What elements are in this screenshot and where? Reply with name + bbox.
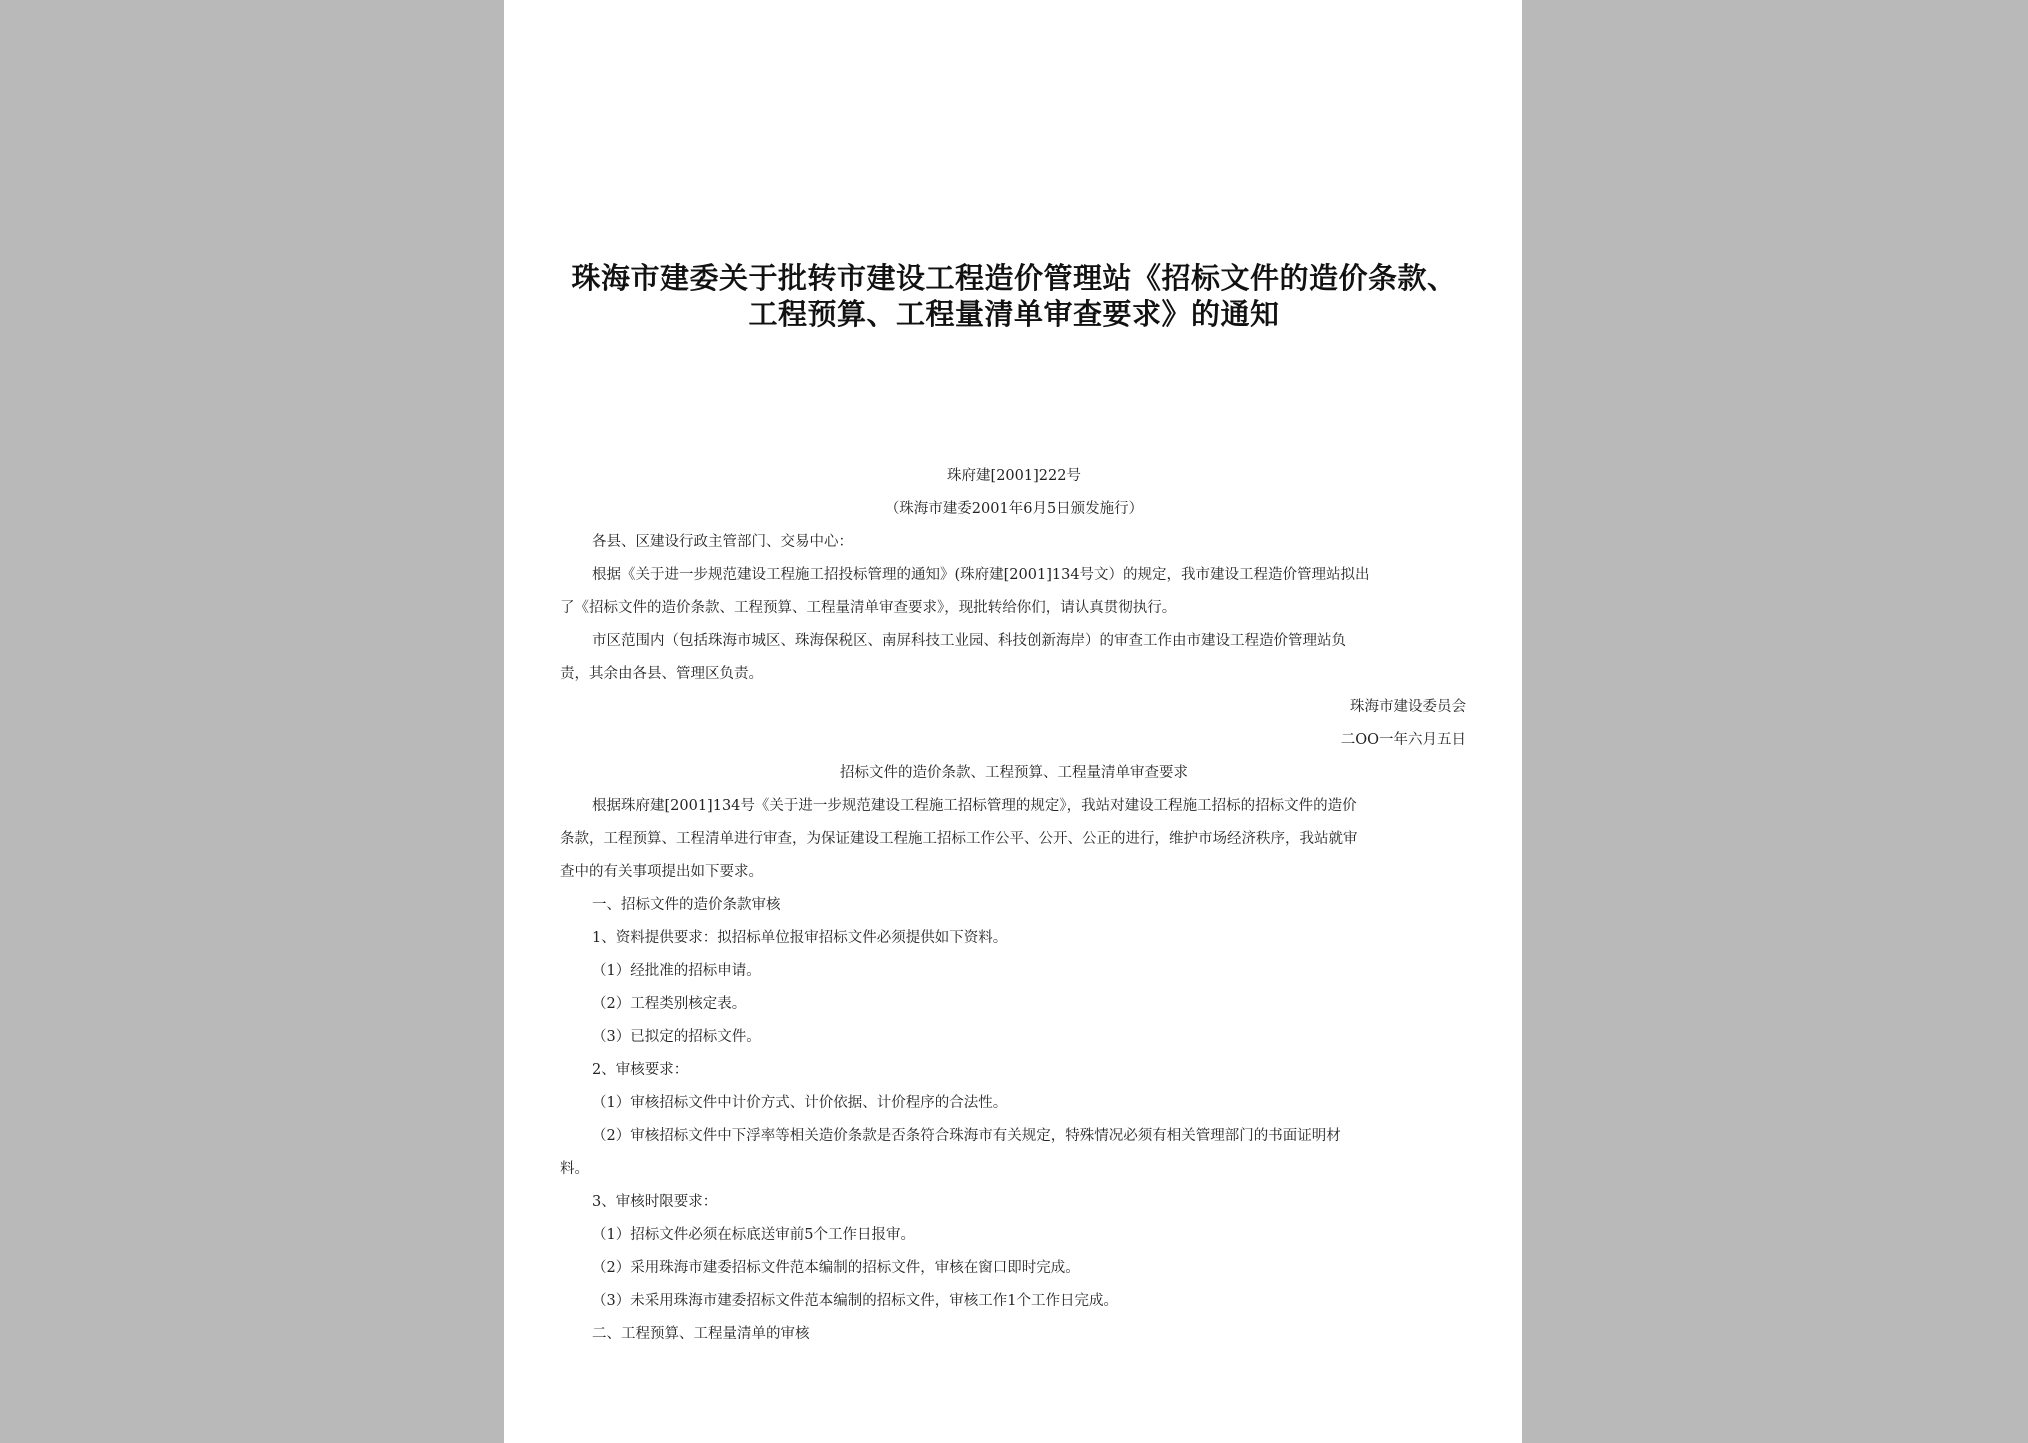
item-2-1: （1）审核招标文件中计价方式、计价依据、计价程序的合法性。 <box>592 1095 1008 1111</box>
item-2-2-line-2: 料。 <box>560 1161 589 1177</box>
document-title: 珠海市建委关于批转市建设工程造价管理站《招标文件的造价条款、工程预算、工程量清单审查要求》的通知 <box>571 261 1457 331</box>
addressee: 各县、区建设行政主管部门、交易中心： <box>592 534 853 550</box>
item-2: 2、审核要求： <box>592 1062 689 1078</box>
item-1-1: （1）经批准的招标申请。 <box>592 963 761 979</box>
doc-number: 珠府建[2001]222号 <box>947 468 1081 484</box>
paragraph-2-line-2: 责，其余由各县、管理区负责。 <box>560 666 763 682</box>
item-3-3: （3）未采用珠海市建委招标文件范本编制的招标文件，审核工作1个工作日完成。 <box>592 1293 1118 1309</box>
signature-org: 珠海市建设委员会 <box>1350 699 1466 715</box>
paragraph-2-line-1: 市区范围内（包括珠海市城区、珠海保税区、南屏科技工业园、科技创新海岸）的审查工作由市建设工程造价管理站负 <box>592 633 1346 649</box>
item-3-2: （2）采用珠海市建委招标文件范本编制的招标文件，审核在窗口即时完成。 <box>592 1260 1080 1276</box>
section-2-heading: 二、工程预算、工程量清单的审核 <box>592 1326 810 1342</box>
section-1-heading: 一、招标文件的造价条款审核 <box>592 897 781 913</box>
attachment-paragraph-line-3: 查中的有关事项提出如下要求。 <box>560 864 763 880</box>
item-1: 1、资料提供要求：拟招标单位报审招标文件必须提供如下资料。 <box>592 930 1008 946</box>
attachment-title: 招标文件的造价条款、工程预算、工程量清单审查要求 <box>840 765 1188 781</box>
issue-note: （珠海市建委2001年6月5日颁发施行） <box>884 501 1144 517</box>
paragraph-1-line-1: 根据《关于进一步规范建设工程施工招投标管理的通知》(珠府建[2001]134号文）的规定，我市建设工程造价管理站拟出 <box>592 567 1370 583</box>
document-page <box>504 0 1522 1443</box>
attachment-paragraph-line-2: 条款，工程预算、工程清单进行审查，为保证建设工程施工招标工作公平、公开、公正的进行，维护市场经济秩序，我站就审 <box>560 831 1358 847</box>
document-body <box>560 460 1468 1351</box>
attachment-paragraph-line-1: 根据珠府建[2001]134号《关于进一步规范建设工程施工招标管理的规定》，我站对建设工程施工招标的招标文件的造价 <box>592 798 1357 814</box>
item-1-2: （2）工程类别核定表。 <box>592 996 747 1012</box>
item-1-3: （3）已拟定的招标文件。 <box>592 1029 761 1045</box>
paragraph-1-line-2: 了《招标文件的造价条款、工程预算、工程量清单审查要求》，现批转给你们，请认真贯彻执行。 <box>560 600 1177 616</box>
signature-date: 二OO一年六月五日 <box>1340 732 1466 748</box>
item-3: 3、审核时限要求： <box>592 1194 718 1210</box>
item-2-2-line-1: （2）审核招标文件中下浮率等相关造价条款是否条符合珠海市有关规定，特殊情况必须有相关管理部门的书面证明材 <box>592 1128 1341 1144</box>
item-3-1: （1）招标文件必须在标底送审前5个工作日报审。 <box>592 1227 915 1243</box>
